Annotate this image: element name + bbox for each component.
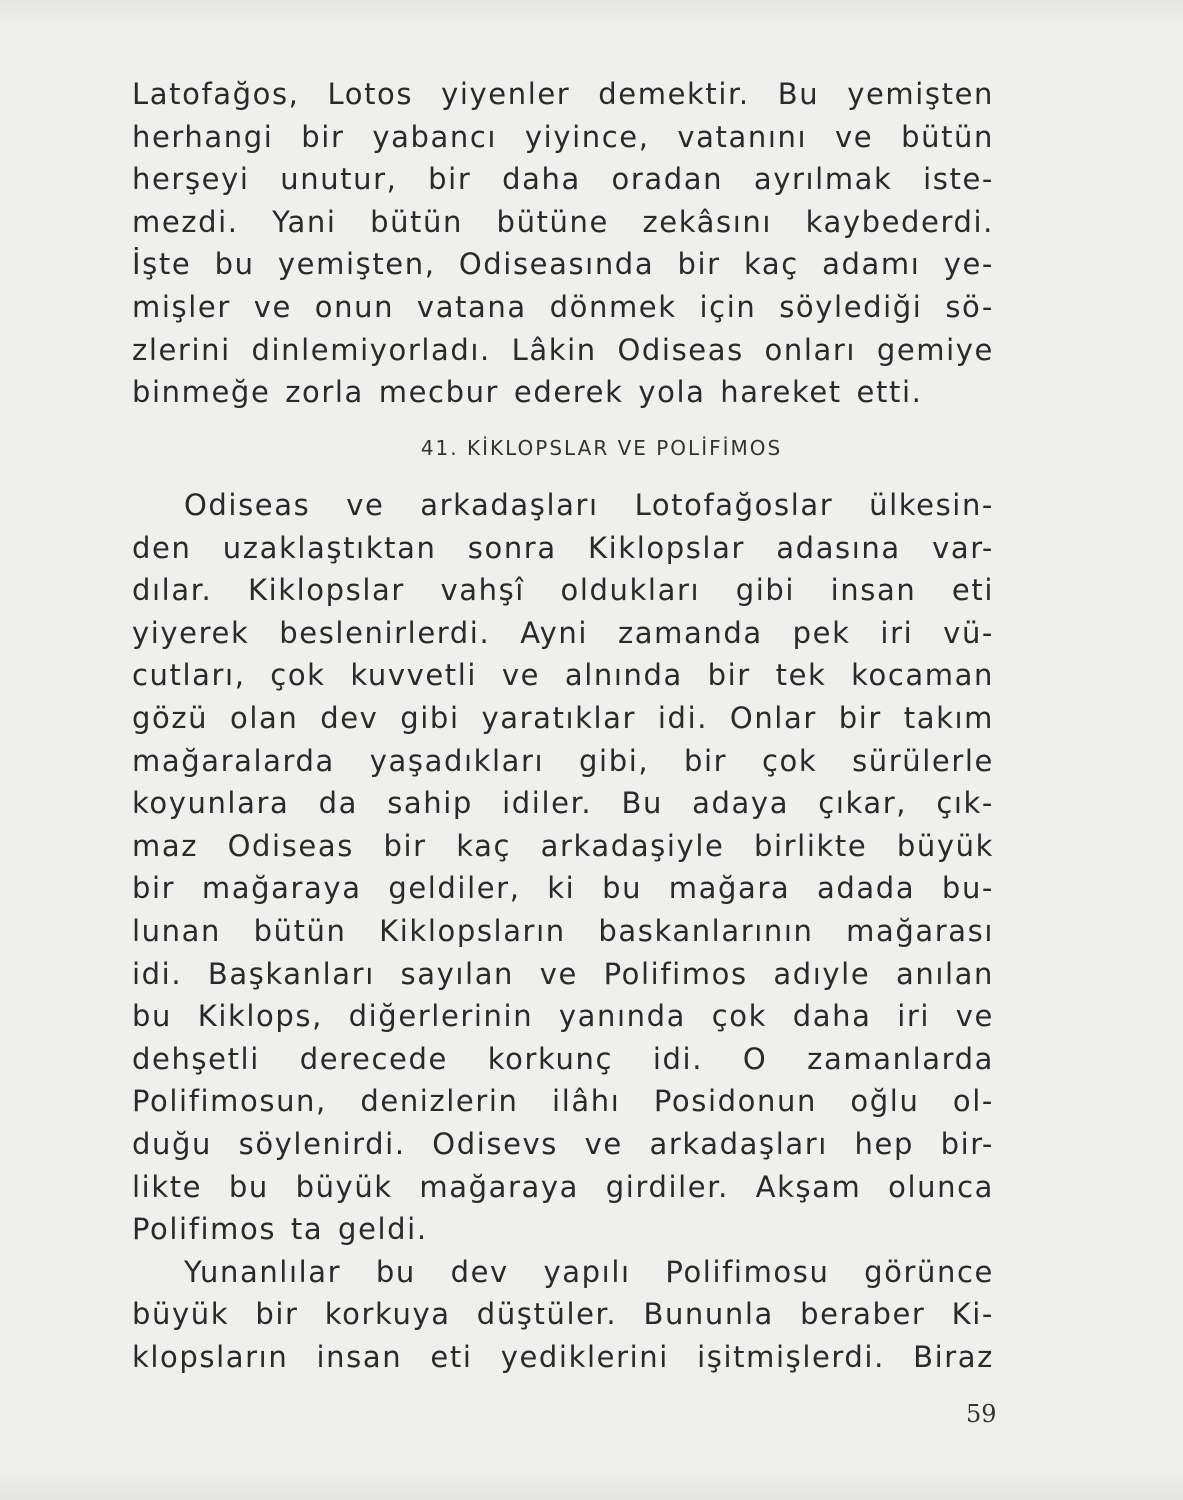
text-line: İşte bu yemişten, Odiseasında bir kaç adamı ye- (132, 247, 994, 282)
text-line: den uzaklaştıktan sonra Kiklopslar adasına var- (132, 530, 994, 565)
text-line: gözü olan dev gibi yaratıklar idi. Onlar bir takım (132, 700, 994, 735)
text-line: koyunlara da sahip idiler. Bu adaya çıkar, çık- (132, 786, 994, 821)
paragraph-cyclops (132, 484, 994, 1378)
text-line: binmeğe zorla mecbur ederek yola hareket etti. (132, 375, 923, 410)
text-line: Latofağos, Lotos yiyenler demektir. Bu yemişten (132, 77, 994, 111)
text-line: dılar. Kiklopslar vahşî oldukları gibi insan eti (132, 573, 994, 608)
text-line: bir mağaraya geldiler, ki bu mağara adada bu- (132, 871, 994, 906)
text-line: mağaralarda yaşadıkları gibi, bir çok sürülerle (132, 743, 994, 778)
text-line: herhangi bir yabancı yiyince, vatanını ve bütün (132, 119, 994, 154)
page-number: 59 (966, 1400, 997, 1428)
text-line: maz Odiseas bir kaç arkadaşiyle birlikte büyük (132, 828, 994, 863)
text-line: büyük bir korkuya düştüler. Bununla beraber Ki- (132, 1297, 994, 1332)
text-line: dehşetli derecede korkunç idi. O zamanlarda (132, 1041, 994, 1076)
text-line: bu Kiklops, diğerlerinin yanında çok daha iri ve (132, 999, 994, 1034)
text-line: mişler ve onun vatana dönmek için söylediği sö- (132, 289, 994, 324)
text-line: cutları, çok kuvvetli ve alnında bir tek kocaman (132, 658, 994, 693)
text-line: zlerini dinlemiyorladı. Lâkin Odiseas onları gemiye (132, 332, 994, 367)
text-line: Polifimos ta geldi. (132, 1212, 428, 1247)
text-line: yiyerek beslenirlerdi. Ayni zamanda pek iri vü- (132, 615, 994, 650)
text-line: Yunanlılar bu dev yapılı Polifimosu görünce (184, 1254, 994, 1289)
text-line: idi. Başkanları sayılan ve Polifimos adıyle anılan (132, 956, 994, 991)
text-line: lunan bütün Kiklopsların baskanlarının mağarası (132, 913, 994, 948)
text-line: Polifimosun, denizlerin ilâhı Posidonun oğlu ol- (132, 1084, 994, 1119)
text-line: klopsların insan eti yediklerini işitmişlerdi. Biraz (132, 1339, 994, 1374)
text-line: duğu söylenirdi. Odisevs ve arkadaşları hep bir- (132, 1126, 994, 1161)
text-line: herşeyi unutur, bir daha oradan ayrılmak iste- (132, 162, 994, 197)
text-line: Odiseas ve arkadaşları Lotofağoslar ülkesin- (184, 488, 994, 522)
text-line: mezdi. Yani bütün bütüne zekâsını kaybederdi. (132, 204, 994, 239)
text-line: likte bu büyük mağaraya girdiler. Akşam olunca (132, 1169, 994, 1204)
paragraph-lotophagi (132, 73, 994, 414)
section-heading: 41. KİKLOPSLAR VE POLİFİMOS (420, 436, 783, 460)
